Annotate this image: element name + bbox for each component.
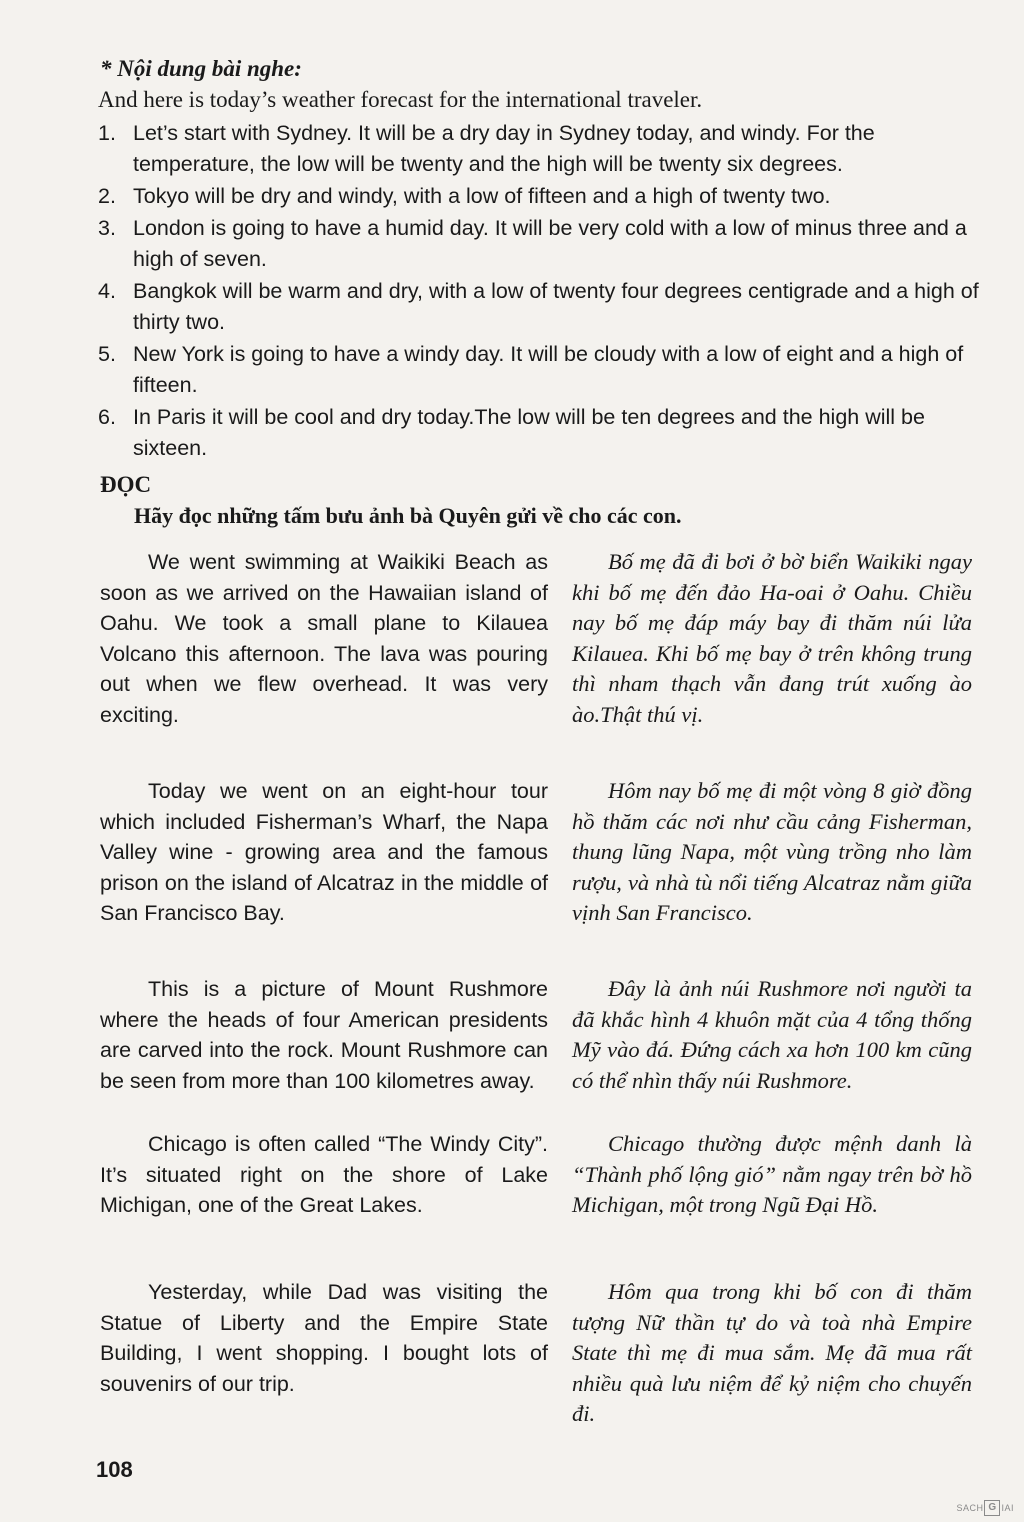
- list-item: [98, 276, 988, 338]
- watermark: [956, 1500, 1014, 1516]
- listening-heading: * Nội dung bài nghe:: [100, 56, 302, 81]
- forecast-list: [98, 118, 988, 465]
- list-item-text: Let’s start with Sydney. It will be a dry day in Sydney today, and windy. For the temperature, the low will be twenty and the high will be twenty six degrees.: [133, 121, 875, 176]
- postcard-2-english: Today we went on an eight-hour tour which included Fisherman’s Wharf, the Napa Valley wine - growing area and the famous prison on the island of Alcatraz in the middle of San Francisco Bay.: [100, 779, 548, 926]
- list-item: [98, 213, 988, 275]
- list-item: [98, 339, 988, 401]
- list-item: [98, 181, 988, 212]
- postcard-1-vietnamese: Bố mẹ đã đi bơi ở bờ biển Waikiki ngay khi bố mẹ đến đảo Ha-oai ở Oahu. Chiều nay bố mẹ đáp máy bay đi thăm núi lửa Kilauea. Khi bố mẹ bay ở trên không trung thì nham thạch vẫn đang trút xuống ào ào.Thật thú vị.: [572, 549, 972, 727]
- list-item: [98, 118, 988, 180]
- postcard-1-english: We went swimming at Waikiki Beach as soon as we arrived on the Hawaiian island of Oahu. We took a small plane to Kilauea Volcano this afternoon. The lava was pouring out when we flew overhead. It was very exciting.: [100, 550, 548, 727]
- watermark-suffix: IAI: [1001, 1503, 1014, 1513]
- list-item-number: 6.: [98, 405, 116, 429]
- list-item-number: 2.: [98, 184, 116, 208]
- list-item: [98, 402, 988, 464]
- postcard-4-english: Chicago is often called “The Windy City”. It’s situated right on the shore of Lake Michigan, one of the Great Lakes.: [100, 1132, 548, 1218]
- list-item-number: 3.: [98, 216, 116, 240]
- reading-instruction: Hãy đọc những tấm bưu ảnh bà Quyên gửi về cho các con.: [134, 503, 682, 528]
- list-item-text: Bangkok will be warm and dry, with a low of twenty four degrees centigrade and a high of thirty two.: [133, 279, 979, 334]
- reading-heading: ĐỌC: [100, 472, 152, 497]
- postcard-5-vietnamese: Hôm qua trong khi bố con đi thăm tượng Nữ thần tự do và toà nhà Empire State thì mẹ đi mua sắm. Mẹ đã mua rất nhiều quà lưu niệm để kỷ niệm cho chuyến đi.: [572, 1279, 972, 1427]
- page-number: 108: [96, 1457, 133, 1482]
- list-item-text: New York is going to have a windy day. It will be cloudy with a low of eight and a high of fifteen.: [133, 342, 964, 397]
- postcard-3-english: This is a picture of Mount Rushmore where the heads of four American presidents are carved into the rock. Mount Rushmore can be seen from more than 100 kilometres away.: [100, 977, 548, 1093]
- postcard-3-vietnamese: Đây là ảnh núi Rushmore nơi người ta đã khắc hình 4 khuôn mặt của 4 tổng thống Mỹ vào đá. Đứng cách xa hơn 100 km cũng có thể nhìn thấy núi Rushmore.: [572, 976, 972, 1093]
- list-item-number: 4.: [98, 279, 116, 303]
- postcard-4-vietnamese: Chicago thường được mệnh danh là “Thành phố lộng gió” nằm ngay trên bờ hồ Michigan, một trong Ngũ Đại Hồ.: [572, 1131, 972, 1218]
- postcard-5-english: Yesterday, while Dad was visiting the Statue of Liberty and the Empire State Building, I went shopping. I bought lots of souvenirs of our trip.: [100, 1280, 548, 1396]
- listening-intro: And here is today’s weather forecast for the international traveler.: [98, 87, 703, 112]
- list-item-text: Tokyo will be dry and windy, with a low of fifteen and a high of twenty two.: [133, 184, 831, 208]
- list-item-text: In Paris it will be cool and dry today.The low will be ten degrees and the high will be sixteen.: [133, 405, 925, 460]
- watermark-prefix: SACH: [956, 1503, 984, 1513]
- postcard-2-vietnamese: Hôm nay bố mẹ đi một vòng 8 giờ đồng hồ thăm các nơi như cầu cảng Fisherman, thung lũng Napa, một vùng trồng nho làm rượu, và nhà tù nổi tiếng Alcatraz nằm giữa vịnh San Francisco.: [572, 778, 972, 926]
- list-item-number: 1.: [98, 121, 116, 145]
- list-item-text: London is going to have a humid day. It will be very cold with a low of minus three and a high of seven.: [133, 216, 967, 271]
- list-item-number: 5.: [98, 342, 116, 366]
- watermark-logo-icon: G: [984, 1500, 1000, 1516]
